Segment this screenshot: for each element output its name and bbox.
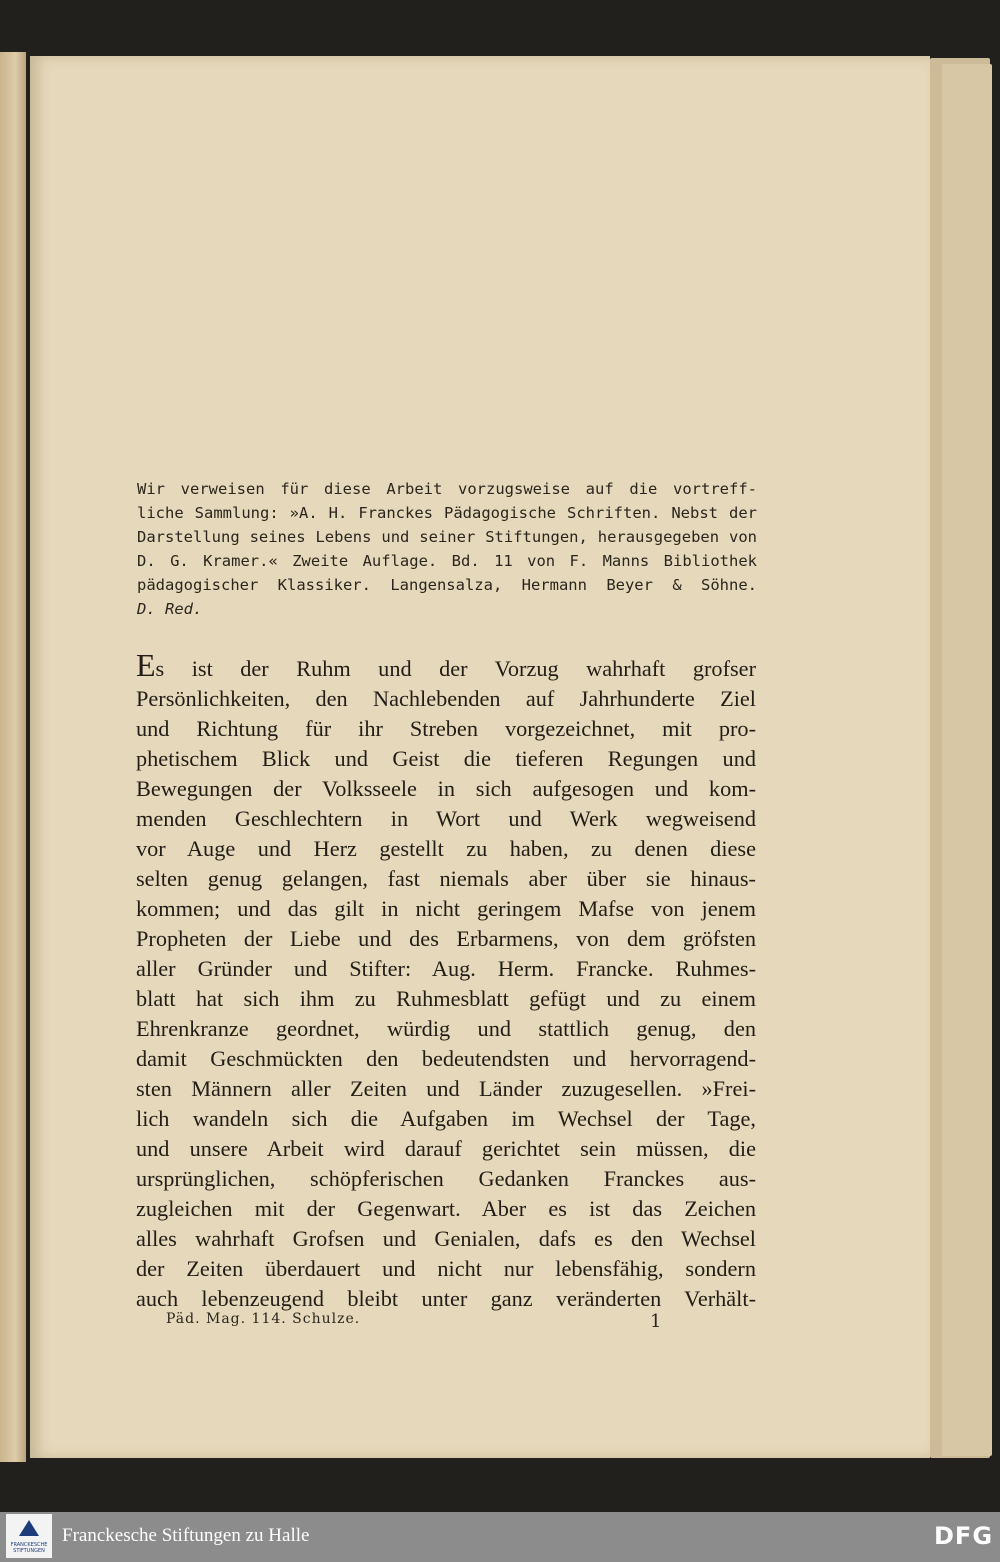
body-line: alles wahrhaft Grofsen und Genialen, dafs es den Wechsel <box>136 1226 756 1251</box>
dfg-logo[interactable]: DFG <box>934 1522 994 1550</box>
body-line: Es ist der Ruhm und der Vorzug wahrhaft grofser <box>136 647 756 683</box>
footnote-line: Darstellung seines Lebens und seiner Stiftungen, herausgegeben von <box>137 528 757 546</box>
body-line: und Richtung für ihr Streben vorgezeichnet, mit pro- <box>136 716 756 741</box>
body-line: sten Männern aller Zeiten und Länder zuzugesellen. »Frei- <box>136 1076 756 1101</box>
footnote-signature: D. Red. <box>137 600 203 618</box>
body-line: und unsere Arbeit wird darauf gerichtet sein müssen, die <box>136 1136 756 1161</box>
body-line: auch lebenzeugend bleibt unter ganz veränderten Verhält- <box>136 1286 756 1311</box>
body-line: Persönlichkeiten, den Nachlebenden auf Jahrhunderte Ziel <box>136 686 756 711</box>
page-stack-edge-inner <box>942 64 992 1456</box>
body-line: Propheten der Liebe und des Erbarmens, von dem gröfsten <box>136 926 756 951</box>
logo-text: FRANCKESCHE STIFTUNGEN <box>10 1542 48 1554</box>
body-line: damit Geschmückten den bedeutendsten und hervorragend- <box>136 1046 756 1071</box>
body-text <box>136 647 756 1314</box>
body-line: zugleichen mit der Gegenwart. Aber es ist das Zeichen <box>136 1196 756 1221</box>
logo-roof-shape <box>19 1520 39 1536</box>
signature-mark: Päd. Mag. 114. Schulze. <box>166 1311 361 1327</box>
body-line: blatt hat sich ihm zu Ruhmesblatt gefügt und zu einem <box>136 986 756 1011</box>
footnote-line: pädagogischer Klassiker. Langensalza, Hermann Beyer & Söhne. <box>137 576 757 594</box>
footnote-line: Wir verweisen für diese Arbeit vorzugsweise auf die vortreff- <box>137 480 757 498</box>
footnote-line: D. G. Kramer.« Zweite Auflage. Bd. 11 von F. Manns Bibliothek <box>137 552 757 570</box>
body-line: vor Auge und Herz gestellt zu haben, zu denen diese <box>136 836 756 861</box>
body-line: ursprünglichen, schöpferischen Gedanken Franckes aus- <box>136 1166 756 1191</box>
footnote-line: liche Sammlung: »A. H. Franckes Pädagogische Schriften. Nebst der <box>137 504 757 522</box>
body-line: der Zeiten überdauert und nicht nur lebensfähig, sondern <box>136 1256 756 1281</box>
institution-name[interactable]: Franckesche Stiftungen zu Halle <box>62 1525 310 1546</box>
body-line: lich wandeln sich die Aufgaben im Wechsel der Tage, <box>136 1106 756 1131</box>
body-line: menden Geschlechtern in Wort und Werk wegweisend <box>136 806 756 831</box>
body-line: Bewegungen der Volksseele in sich aufgesogen und kom- <box>136 776 756 801</box>
page-number: 1 <box>650 1311 663 1332</box>
body-line: Ehrenkranze geordnet, würdig und stattlich genug, den <box>136 1016 756 1041</box>
page-footer <box>166 1311 666 1332</box>
left-page-edge <box>0 52 26 1462</box>
body-line: aller Gründer und Stifter: Aug. Herm. Francke. Ruhmes- <box>136 956 756 981</box>
footnote <box>137 477 757 621</box>
institution-logo-icon[interactable] <box>6 1514 52 1558</box>
body-line: kommen; und das gilt in nicht geringem Mafse von jenem <box>136 896 756 921</box>
body-line: phetischem Blick und Geist die tieferen Regungen und <box>136 746 756 771</box>
body-line: selten genug gelangen, fast niemals aber über sie hinaus- <box>136 866 756 891</box>
